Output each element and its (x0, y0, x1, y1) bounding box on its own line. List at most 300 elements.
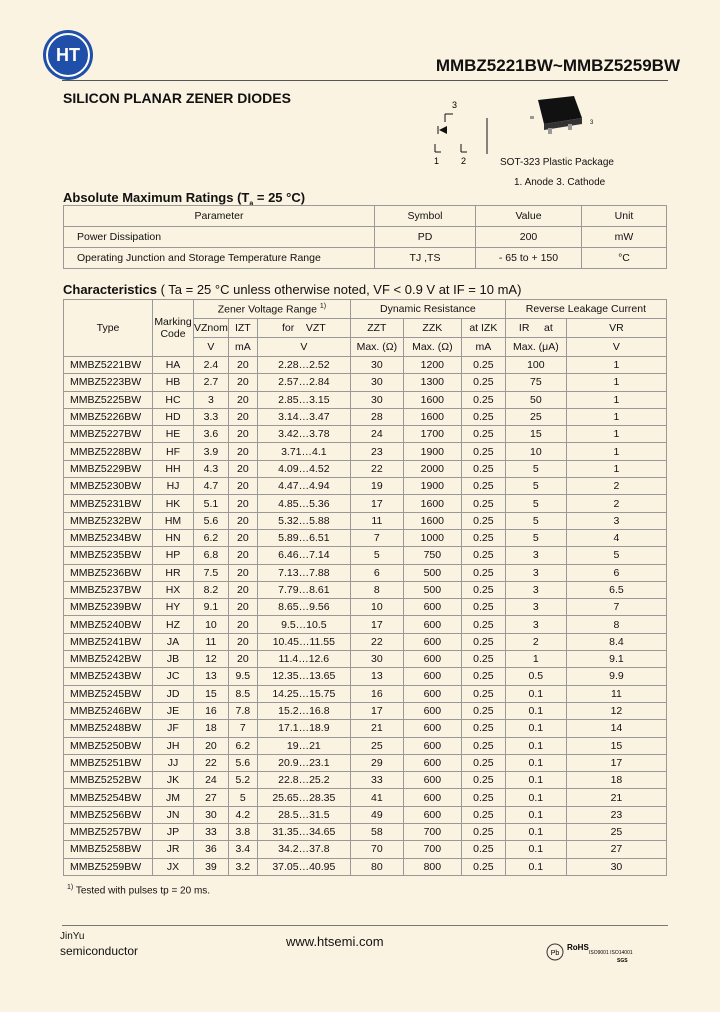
value-cell: 0.1 (505, 737, 566, 754)
package-image (520, 92, 600, 142)
value-cell: 0.25 (461, 668, 505, 685)
type-cell: MMBZ5240BW (64, 616, 153, 633)
type-cell: MMBZ5258BW (64, 841, 153, 858)
rohs-text: RoHS (567, 943, 589, 952)
value-cell: 3 (194, 391, 229, 408)
header-vr: VR (566, 319, 666, 338)
value-cell: 0.25 (461, 529, 505, 546)
value-cell: 0.25 (461, 443, 505, 460)
type-cell: MMBZ5231BW (64, 495, 153, 512)
table-row (64, 824, 667, 841)
value-cell: 6.5 (566, 581, 666, 598)
value-cell: 25 (350, 737, 403, 754)
value-cell: 2 (505, 633, 566, 650)
value-cell: 600 (403, 737, 461, 754)
value-cell: 0.1 (505, 858, 566, 875)
value-cell: 0.1 (505, 824, 566, 841)
value-cell: 3.42…3.78 (257, 426, 350, 443)
value-cell: 30 (350, 391, 403, 408)
value-cell: 0.1 (505, 720, 566, 737)
table-row (64, 529, 667, 546)
value-cell: 9.5…10.5 (257, 616, 350, 633)
value-cell: 0.25 (461, 512, 505, 529)
value-cell: 3 (505, 616, 566, 633)
value-cell: 50 (505, 391, 566, 408)
type-cell: MMBZ5228BW (64, 443, 153, 460)
sgs-text: SGS (617, 958, 628, 964)
value-cell: 11 (194, 633, 229, 650)
value-cell: 20 (228, 547, 257, 564)
value-cell: 2000 (403, 460, 461, 477)
value-cell: 600 (403, 651, 461, 668)
value-cell: 0.25 (461, 581, 505, 598)
value-cell: 0.25 (461, 737, 505, 754)
value-cell: 20 (228, 357, 257, 374)
marking-cell: HE (153, 426, 194, 443)
value-cell: 800 (403, 858, 461, 875)
value-cell: 5 (350, 547, 403, 564)
value-cell: 6.2 (228, 737, 257, 754)
table-row (64, 495, 667, 512)
value-cell: 22 (194, 754, 229, 771)
value-cell: 16 (194, 702, 229, 719)
type-cell: MMBZ5230BW (64, 478, 153, 495)
marking-cell: JR (153, 841, 194, 858)
table-row (64, 702, 667, 719)
value-cell: 1900 (403, 478, 461, 495)
value-cell: 7 (228, 720, 257, 737)
abs-header-param: Parameter (64, 206, 375, 227)
value-cell: 17 (350, 495, 403, 512)
value-cell: 3.14…3.47 (257, 408, 350, 425)
table-row (64, 720, 667, 737)
type-cell: MMBZ5257BW (64, 824, 153, 841)
table-row (64, 754, 667, 771)
marking-cell: HZ (153, 616, 194, 633)
marking-cell: HH (153, 460, 194, 477)
header-zener: Zener Voltage Range $^{1)}$ (194, 300, 351, 319)
marking-cell: JH (153, 737, 194, 754)
value-cell: 0.25 (461, 858, 505, 875)
value-cell: 80 (350, 858, 403, 875)
value-cell: 70 (350, 841, 403, 858)
value-cell: 0.25 (461, 633, 505, 650)
value-cell: 4.7 (194, 478, 229, 495)
value-cell: 13 (350, 668, 403, 685)
value-cell: 4.2 (228, 806, 257, 823)
unit-cell: mA (461, 338, 505, 357)
value-cell: 0.25 (461, 685, 505, 702)
value-cell: 30 (350, 374, 403, 391)
value-cell: 30 (194, 806, 229, 823)
unit-cell: V (194, 338, 229, 357)
abs-max-table (63, 205, 667, 269)
value-cell: 4 (566, 529, 666, 546)
value-cell: 5.1 (194, 495, 229, 512)
value-cell: 20 (228, 651, 257, 668)
marking-cell: HN (153, 529, 194, 546)
marking-cell: JP (153, 824, 194, 841)
marking-cell: HB (153, 374, 194, 391)
footnote: $^{1)}$ Tested with pulses tp = 20 ms. (67, 884, 211, 897)
value-cell: 0.5 (505, 668, 566, 685)
value-cell: 12 (566, 702, 666, 719)
document-subtitle: SILICON PLANAR ZENER DIODES (63, 90, 291, 106)
char-header-row-1 (64, 300, 667, 319)
abs-header-row (64, 206, 667, 227)
value-cell: 7.8 (228, 702, 257, 719)
table-row (64, 426, 667, 443)
value-cell: 17 (350, 702, 403, 719)
value-cell: 1 (566, 408, 666, 425)
value-cell: 20 (228, 512, 257, 529)
value-cell: 20 (228, 460, 257, 477)
value-cell: 33 (350, 772, 403, 789)
value-cell: 29 (350, 754, 403, 771)
value-cell: 19 (350, 478, 403, 495)
value-cell: 15.2…16.8 (257, 702, 350, 719)
value-cell: 10 (350, 599, 403, 616)
table-row (64, 599, 667, 616)
value-cell: 1900 (403, 443, 461, 460)
unit-cell: Max. (Ω) (350, 338, 403, 357)
table-row (64, 357, 667, 374)
logo-text: HT (56, 45, 80, 65)
type-cell: MMBZ5225BW (64, 391, 153, 408)
value-cell: 0.1 (505, 685, 566, 702)
value-cell: 0.25 (461, 495, 505, 512)
value-cell: 600 (403, 616, 461, 633)
table-row (64, 374, 667, 391)
type-cell: MMBZ5251BW (64, 754, 153, 771)
value-cell: 12.35…13.65 (257, 668, 350, 685)
value-cell: 8 (566, 616, 666, 633)
type-cell: MMBZ5259BW (64, 858, 153, 875)
value-cell: 0.25 (461, 357, 505, 374)
value-cell: 1600 (403, 495, 461, 512)
value-cell: 20 (228, 599, 257, 616)
value-cell: 5 (505, 529, 566, 546)
value-cell: 5.6 (228, 754, 257, 771)
type-cell: MMBZ5221BW (64, 357, 153, 374)
value-cell: 0.1 (505, 841, 566, 858)
value-cell: 15 (566, 737, 666, 754)
type-cell: MMBZ5234BW (64, 529, 153, 546)
value-cell: 0.25 (461, 564, 505, 581)
value-cell: 25 (505, 408, 566, 425)
value-cell: 23 (350, 443, 403, 460)
value-cell: 0.1 (505, 789, 566, 806)
value-cell: 7.13…7.88 (257, 564, 350, 581)
value-cell: 0.1 (505, 754, 566, 771)
value-cell: 1 (566, 443, 666, 460)
value-cell: 600 (403, 806, 461, 823)
marking-cell: JF (153, 720, 194, 737)
marking-cell: JD (153, 685, 194, 702)
marking-cell: HA (153, 357, 194, 374)
table-row (64, 633, 667, 650)
marking-cell: JN (153, 806, 194, 823)
value-cell: 0.25 (461, 772, 505, 789)
value-cell: 0.1 (505, 772, 566, 789)
table-row (64, 616, 667, 633)
header-type: Type (64, 300, 153, 357)
value-cell: 3.6 (194, 426, 229, 443)
value-cell: 9.5 (228, 668, 257, 685)
value-cell: 0.25 (461, 806, 505, 823)
characteristics-condition: ( Ta = 25 °C unless otherwise noted, VF < 0.9 V at IF = 10 mA) (160, 282, 522, 297)
type-cell: MMBZ5237BW (64, 581, 153, 598)
value-cell: 18 (194, 720, 229, 737)
value-cell: 10 (505, 443, 566, 460)
abs-row (64, 227, 667, 248)
value-cell: 37.05…40.95 (257, 858, 350, 875)
value-cell: 600 (403, 668, 461, 685)
unit-cell: Max. (μA) (505, 338, 566, 357)
value-cell: 0.25 (461, 702, 505, 719)
value-cell: 20 (228, 374, 257, 391)
value-cell: 3.8 (228, 824, 257, 841)
unit-cell: Max. (Ω) (403, 338, 461, 357)
value-cell: 5 (505, 478, 566, 495)
value-cell: 20 (194, 737, 229, 754)
value-cell: 5 (566, 547, 666, 564)
value-cell: 31.35…34.65 (257, 824, 350, 841)
value-cell: 0.25 (461, 426, 505, 443)
website-link[interactable]: www.htsemi.com (286, 934, 384, 949)
unit-cell: V (566, 338, 666, 357)
value-cell: 6 (566, 564, 666, 581)
value-cell: 7 (566, 599, 666, 616)
abs-symbol: PD (375, 227, 476, 248)
type-cell: MMBZ5248BW (64, 720, 153, 737)
header-zzt: ZZT (350, 319, 403, 338)
value-cell: 11 (350, 512, 403, 529)
header-izt: IZT (228, 319, 257, 338)
value-cell: 21 (566, 789, 666, 806)
value-cell: 4.3 (194, 460, 229, 477)
header-zzk: ZZK (403, 319, 461, 338)
value-cell: 10 (194, 616, 229, 633)
pin3-label: 3 (452, 100, 458, 110)
value-cell: 8.4 (566, 633, 666, 650)
value-cell: 20 (228, 564, 257, 581)
company-name: JinYu (60, 931, 85, 942)
value-cell: 5.32…5.88 (257, 512, 350, 529)
value-cell: 600 (403, 789, 461, 806)
value-cell: 1600 (403, 512, 461, 529)
value-cell: 4.47…4.94 (257, 478, 350, 495)
table-row (64, 460, 667, 477)
type-cell: MMBZ5232BW (64, 512, 153, 529)
value-cell: 24 (350, 426, 403, 443)
value-cell: 5.6 (194, 512, 229, 529)
value-cell: 1 (566, 426, 666, 443)
company-logo (40, 28, 96, 82)
value-cell: 2.28…2.52 (257, 357, 350, 374)
value-cell: 20 (228, 426, 257, 443)
type-cell: MMBZ5229BW (64, 460, 153, 477)
value-cell: 5.2 (228, 772, 257, 789)
value-cell: 0.25 (461, 841, 505, 858)
marking-cell: HR (153, 564, 194, 581)
value-cell: 22 (350, 633, 403, 650)
value-cell: 3 (505, 547, 566, 564)
value-cell: 1600 (403, 391, 461, 408)
value-cell: 20.9…23.1 (257, 754, 350, 771)
characteristics-table (63, 299, 667, 876)
type-cell: MMBZ5243BW (64, 668, 153, 685)
value-cell: 0.25 (461, 478, 505, 495)
header-vzt: for VZT (257, 319, 350, 338)
value-cell: 4.85…5.36 (257, 495, 350, 512)
value-cell: 700 (403, 841, 461, 858)
value-cell: 17 (566, 754, 666, 771)
header-dynamic: Dynamic Resistance (350, 300, 505, 319)
value-cell: 3 (505, 564, 566, 581)
value-cell: 18 (566, 772, 666, 789)
value-cell: 0.1 (505, 806, 566, 823)
marking-cell: HD (153, 408, 194, 425)
value-cell: 20 (228, 391, 257, 408)
value-cell: 0.25 (461, 547, 505, 564)
value-cell: 1600 (403, 408, 461, 425)
header-reverse: Reverse Leakage Current (505, 300, 666, 319)
footer-divider (62, 925, 668, 926)
value-cell: 2.57…2.84 (257, 374, 350, 391)
value-cell: 2.7 (194, 374, 229, 391)
value-cell: 12 (194, 651, 229, 668)
value-cell: 0.25 (461, 651, 505, 668)
marking-cell: JB (153, 651, 194, 668)
marking-cell: JJ (153, 754, 194, 771)
header-ir: IR at (505, 319, 566, 338)
value-cell: 28 (350, 408, 403, 425)
unit-cell: mA (228, 338, 257, 357)
abs-unit: °C (582, 248, 667, 269)
type-cell: MMBZ5236BW (64, 564, 153, 581)
value-cell: 1 (566, 357, 666, 374)
value-cell: 9.1 (566, 651, 666, 668)
abs-param: Power Dissipation (64, 227, 375, 248)
table-row (64, 737, 667, 754)
table-row (64, 668, 667, 685)
table-row (64, 806, 667, 823)
abs-header-symbol: Symbol (375, 206, 476, 227)
value-cell: 30 (350, 357, 403, 374)
abs-symbol: TJ ,TS (375, 248, 476, 269)
type-cell: MMBZ5252BW (64, 772, 153, 789)
value-cell: 700 (403, 824, 461, 841)
abs-param: Operating Junction and Storage Temperature Range (64, 248, 375, 269)
value-cell: 27 (566, 841, 666, 858)
package-caption: SOT-323 Plastic Package (500, 157, 614, 168)
value-cell: 8 (350, 581, 403, 598)
value-cell: 600 (403, 633, 461, 650)
value-cell: 9.1 (194, 599, 229, 616)
value-cell: 3 (566, 512, 666, 529)
table-row (64, 564, 667, 581)
value-cell: 0.25 (461, 754, 505, 771)
abs-header-unit: Unit (582, 206, 667, 227)
value-cell: 27 (194, 789, 229, 806)
value-cell: 20 (228, 581, 257, 598)
value-cell: 1700 (403, 426, 461, 443)
value-cell: 20 (228, 478, 257, 495)
value-cell: 0.25 (461, 408, 505, 425)
marking-cell: HP (153, 547, 194, 564)
value-cell: 2 (566, 478, 666, 495)
value-cell: 0.25 (461, 616, 505, 633)
value-cell: 4.09…4.52 (257, 460, 350, 477)
pin2-label: 2 (461, 156, 467, 166)
value-cell: 100 (505, 357, 566, 374)
value-cell: 25 (566, 824, 666, 841)
value-cell: 20 (228, 408, 257, 425)
abs-value: 200 (476, 227, 582, 248)
value-cell: 8.65…9.56 (257, 599, 350, 616)
value-cell: 16 (350, 685, 403, 702)
value-cell: 500 (403, 564, 461, 581)
value-cell: 17 (350, 616, 403, 633)
value-cell: 600 (403, 772, 461, 789)
value-cell: 0.25 (461, 789, 505, 806)
value-cell: 24 (194, 772, 229, 789)
abs-row (64, 248, 667, 269)
value-cell: 5 (505, 495, 566, 512)
abs-unit: mW (582, 227, 667, 248)
value-cell: 41 (350, 789, 403, 806)
table-row (64, 772, 667, 789)
document-title: MMBZ5221BW~MMBZ5259BW (435, 56, 680, 75)
characteristics-body (64, 357, 667, 876)
value-cell: 0.25 (461, 374, 505, 391)
type-cell: MMBZ5250BW (64, 737, 153, 754)
marking-cell: JC (153, 668, 194, 685)
header-divider (62, 80, 668, 81)
value-cell: 1200 (403, 357, 461, 374)
value-cell: 1 (505, 651, 566, 668)
table-row (64, 858, 667, 875)
table-row (64, 408, 667, 425)
type-cell: MMBZ5223BW (64, 374, 153, 391)
value-cell: 34.2…37.8 (257, 841, 350, 858)
certification-badges (545, 937, 665, 967)
value-cell: 21 (350, 720, 403, 737)
value-cell: 600 (403, 754, 461, 771)
value-cell: 6.46…7.14 (257, 547, 350, 564)
value-cell: 22 (350, 460, 403, 477)
value-cell: 7 (350, 529, 403, 546)
marking-cell: HK (153, 495, 194, 512)
pin1-label: 1 (434, 156, 440, 166)
package-pin-diagram (425, 100, 495, 170)
value-cell: 13 (194, 668, 229, 685)
marking-cell: JK (153, 772, 194, 789)
marking-cell: HM (153, 512, 194, 529)
value-cell: 1000 (403, 529, 461, 546)
value-cell: 14 (566, 720, 666, 737)
table-row (64, 651, 667, 668)
pkg-pin3-mark: 3 (590, 120, 594, 126)
marking-cell: HJ (153, 478, 194, 495)
value-cell: 3 (505, 599, 566, 616)
value-cell: 750 (403, 547, 461, 564)
value-cell: 75 (505, 374, 566, 391)
table-row (64, 547, 667, 564)
value-cell: 3 (505, 581, 566, 598)
value-cell: 0.25 (461, 720, 505, 737)
